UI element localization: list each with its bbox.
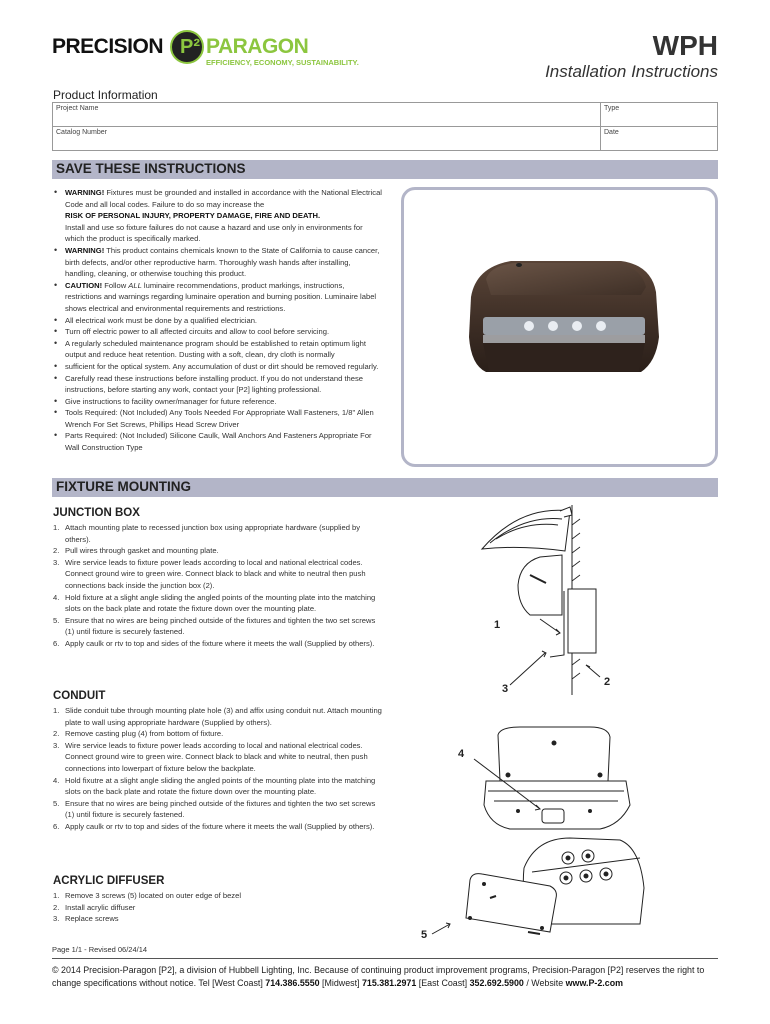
- logo-badge-icon: P²: [170, 30, 204, 64]
- website-link[interactable]: www.P-2.com: [565, 978, 624, 988]
- list-item: • Tools Required: (Not Included) Any Tools Needed For Appropriate Wall Fasteners, 1/8" Allen Wrench For Set Screws, Phillips Head Screw Driver: [53, 407, 383, 430]
- product-photo-frame: [401, 187, 718, 467]
- document-subtitle: Installation Instructions: [545, 62, 718, 81]
- junction-mounting-diagram: [460, 505, 660, 705]
- junction-box-steps: [53, 522, 383, 650]
- warnings-list: [53, 187, 383, 454]
- list-item: • CAUTION! Follow ALL luminaire recommendations, product markings, instructions, restrictions and warnings regarding luminaire operation and burning position. Luminaire label shows electrical and environmental requirements and restrictions.: [53, 280, 383, 315]
- callout-3: 3: [502, 683, 509, 695]
- callout-1: 1: [494, 619, 501, 631]
- save-instructions-header: SAVE THESE INSTRUCTIONS: [52, 160, 718, 179]
- midwest-phone[interactable]: 715.381.2971: [362, 978, 417, 988]
- list-item: • Carefully read these instructions before installing product. If you do not understand these instructions, before starting any work, contact your [P2] lighting professional.: [53, 373, 383, 396]
- step-item: 5. Ensure that no wires are being pinched outside of the fixtures and tighten the two set screws (1) until fixture is securely fastened.: [53, 615, 376, 637]
- product-info-title: Product Information: [53, 88, 158, 102]
- step-item: 6. Apply caulk or rtv to top and sides of the fixture where it meets the wall (Supplied by others).: [53, 821, 375, 831]
- east-coast-phone[interactable]: 352.692.5900: [469, 978, 524, 988]
- list-item: • WARNING! This product contains chemicals known to the State of California to cause cancer, birth defects, and/or other reproductive harm. Thoroughly wash hands after installing, handling, cleaning, or otherwise touching this product.: [53, 245, 383, 280]
- west-coast-phone[interactable]: 714.386.5550: [265, 978, 320, 988]
- list-item: • sufficient for the optical system. Any accumulation of dust or dirt should be removed regularly.: [53, 361, 383, 373]
- fixture-photo: [401, 187, 718, 467]
- logo-text-precision: PRECISION: [52, 35, 164, 58]
- page-header: [0, 0, 770, 90]
- conduit-diagram: [480, 725, 640, 845]
- acrylic-diffuser-steps: [53, 890, 383, 925]
- acrylic-diffuser-title: ACRYLIC DIFFUSER: [53, 875, 165, 887]
- step-item: 4. Hold fixutre at a slight angle sliding the angled points of the mounting plate into the matching slots on the back plate and rotate the fixture down over the mounting plate.: [53, 775, 376, 797]
- logo-tagline: EFFICIENCY, ECONOMY, SUSTAINABILITY.: [206, 58, 359, 67]
- step-item: 4. Hold fixture at a slight angle sliding the angled points of the mounting plate into the matching slots on the back plate and rotate the fixture down over the mounting plate.: [53, 592, 376, 614]
- step-item: 2. Remove casting plug (4) from bottom of fixture.: [53, 729, 224, 739]
- product-info-table: [52, 102, 718, 151]
- date-field[interactable]: Date: [601, 127, 718, 151]
- step-item: 3. Replace screws: [53, 914, 119, 924]
- project-name-field[interactable]: Project Name: [53, 103, 601, 127]
- type-field[interactable]: Type: [601, 103, 718, 127]
- list-item: • All electrical work must be done by a qualified electrician.: [53, 315, 383, 327]
- list-item: • A regularly scheduled maintenance program should be established to retain optimum light output and reduce heat retention. Dusting with a soft, clean, dry cloth is normally: [53, 338, 383, 361]
- step-item: 3. Wire service leads to fixture power leads according to local and national electrical codes. Connect ground wire to green wire. Connect black to black and white to neutral, then push connections into lowerpart of fixture below the backplate.: [53, 740, 368, 773]
- conduit-title: CONDUIT: [53, 690, 106, 702]
- logo-text-paragon: PARAGON: [206, 35, 309, 58]
- callout-5: 5: [421, 929, 428, 941]
- catalog-number-field[interactable]: Catalog Number: [53, 127, 601, 151]
- list-item: • Turn off electric power to all affected circuits and allow to cool before servicing.: [53, 326, 383, 338]
- step-item: 6. Apply caulk or rtv to top and sides of the fixture where it meets the wall (Supplied by others).: [53, 638, 375, 648]
- callout-2: 2: [604, 676, 611, 688]
- step-item: 1. Slide conduit tube through mounting plate hole (3) and affix using conduit nut. Attach mounting plate to wall using appropriate hardware (Supplied by others).: [53, 706, 382, 727]
- junction-box-title: JUNCTION BOX: [53, 507, 140, 519]
- step-item: 5. Ensure that no wires are being pinched outside of the fixtures and tighten the two set screws (1) until fixture is securely fastened.: [53, 798, 376, 820]
- document-code: WPH: [652, 30, 718, 61]
- list-item: • WARNING! Fixtures must be grounded and installed in accordance with the National Electrical Code and all local codes. Failure to do so may increase the RISK OF PERSONAL INJURY, PROPERTY DAMAGE, FIRE AND DEATH. Install and use so fixture failures do not cause a hazard and use only in environments for which the product is specifically marked.: [53, 187, 383, 245]
- step-item: 2. Install acrylic diffuser: [53, 902, 136, 912]
- callout-4: 4: [458, 748, 465, 760]
- page-number: Page 1/1 - Revised 06/24/14: [52, 945, 148, 954]
- footer-divider: [52, 958, 718, 959]
- step-item: 2. Pull wires through gasket and mounting plate.: [53, 546, 219, 556]
- step-item: 1. Remove 3 screws (5) located on outer edge of bezel: [53, 891, 242, 900]
- conduit-steps: [53, 705, 383, 833]
- list-item: • Give instructions to facility owner/manager for future reference.: [53, 396, 383, 408]
- acrylic-diffuser-diagram: [440, 828, 660, 948]
- fixture-mounting-header: FIXTURE MOUNTING: [52, 478, 718, 497]
- step-item: 1. Attach mounting plate to recessed junction box using appropriate hardware (supplied by others).: [53, 523, 361, 544]
- list-item: • Parts Required: (Not Included) Silicone Caulk, Wall Anchors And Fasteners Appropriate For Wall Construction Type: [53, 430, 383, 453]
- step-item: 3. Wire service leads to fixture power leads according to local and national electrical codes. Connect ground wire to green wire. Connect black to black and white to neutral then push connections back inside the junction box (2).: [53, 557, 366, 590]
- footer-text: © 2014 Precision-Paragon [P2], a division of Hubbell Lighting, Inc. Because of continuing product improvement programs, Precision-Paragon [P2] reserves the right to change specifications without notice. Tel [West Coast] 714.386.5550 [Midwest] 715.381.2971 [East Coast] 352.692.5900 / Website www.P-2.com: [52, 965, 705, 988]
